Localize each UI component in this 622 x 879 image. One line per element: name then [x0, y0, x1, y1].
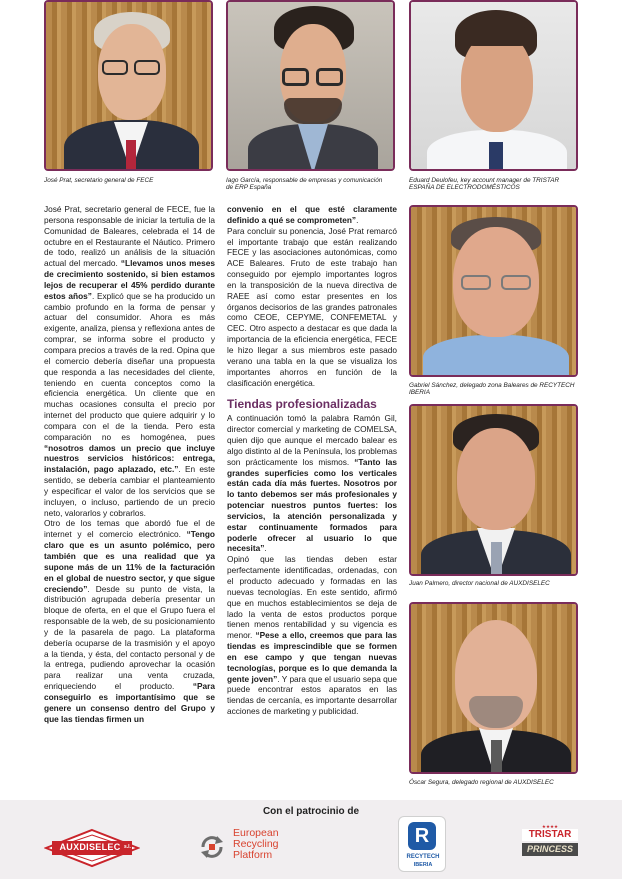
- erp-line-1: European: [233, 827, 279, 839]
- caption-oscar-segura: Óscar Segura, delegado regional de AUXDISELEC: [409, 779, 554, 786]
- sponsor-title: Con el patrocinio de: [262, 806, 360, 817]
- photo-iago-garcia: [226, 0, 395, 171]
- paragraph-text: Otro de los temas que abordó fue el de internet y el comercio electrónico.: [44, 518, 215, 540]
- quote: “Tanto las grandes superficies como los verticales están cada día más fuertes. Nosotros por lo tanto debemos ser más profesionales y potenciar nuestros puntos fuertes: los servicios, la atención personalizada y estar continuamente formados para poderle ofrecer al usuario lo que necesita”: [227, 456, 398, 554]
- caption-juan-palmero: Juan Palmero, director nacional de AUXDISELEC: [409, 580, 550, 587]
- paragraph-text: Opinó que las tiendas deben estar perfectamente identificadas, ordenadas, con el producto adecuado y formadas en las nuevas tecnologías. En este sentido, afirmó que en muchos establecimientos se deja de lado la venta de estos productos porque tienen menos rentabilidad y su vigencia es menor.: [227, 554, 397, 641]
- recytech-sub: IBERIA: [413, 862, 433, 868]
- auxdiselec-logo: [44, 828, 140, 868]
- paragraph-text: . Y para que el usuario sepa que puede encontrar estos aparatos en las tiendas de cercanía, es importante desarrollar acciones de marketing y publicidad.: [227, 673, 397, 717]
- paragraph-text: José Prat, secretario general de FECE, fue la persona responsable de iniciar la tertulia de la Comunidad de Baleares, celebrada el 14 de octubre en el Restaurante el Náutico. Primero de todo, realizó un análisis de la situación actual del mercado.: [44, 204, 215, 269]
- tristar-stars: ★★★★: [541, 824, 559, 829]
- paragraph-text: . En este sentido, se debería cambiar el planteamiento y especificar el valor de los servicios que se incluyen, o incluso, partiendo de un precio neto, valorarlos y cobrarlos.: [44, 464, 215, 518]
- photo-oscar-segura: [409, 602, 578, 774]
- photo-gabriel-sanchez: [409, 205, 578, 377]
- auxdiselec-name: AUXDISELEC: [59, 842, 121, 852]
- paragraph: [227, 204, 397, 226]
- photo-jose-prat: [44, 0, 213, 171]
- erp-line-2: Recycling: [233, 838, 279, 850]
- photo-juan-palmero: [409, 404, 578, 576]
- paragraph: [44, 204, 215, 518]
- paragraph-text: .: [264, 543, 267, 554]
- paragraph: [44, 518, 215, 724]
- paragraph: Para concluir su ponencia, José Prat remarcó el importante trabajo que están realizando FECE y las asociaciones autonómicas, como ACE Baleares. Fruto de este trabajo han conseguido por ejemplo importantes logros en la transposición de la nueva directiva de RAEE así como estar presentes en los órganos decisorios de las grandes patronales como CEOE, CEPYME, CONFEMETAL y CEC. Otro aspecto a destacar es que dada la importancia de la eficiencia energética, FECE le hizo llegar a sus miembros este pasado verano una tabla en la que se visualiza los importantes ahorros en función de la clasificación energética.: [227, 225, 397, 388]
- paragraph-text: A continuación tomó la palabra Ramón Gil, director comercial y marketing de COMELSA, quien dijo que aunque el mercado balear es algo distinto al de la Península, los problemas son prácticamente los mismos.: [227, 413, 397, 467]
- quote: “Llevamos unos meses de crecimiento sostenido, si bien estamos lejos de recuperar el 45% perdido durante estos años”: [44, 258, 215, 301]
- princess-wordmark: PRINCESS: [522, 843, 578, 856]
- sponsor-footer: [0, 800, 622, 879]
- recycling-arrows-icon: [197, 832, 227, 862]
- paragraph-text: . Explicó que se ha producido un cambio profundo en la forma de pensar y actuar del consumidor. Ahora es más exigente, analiza, piensa y reflexiona antes de comprar, se informa sobre el producto y compara precios a través de la red. Opina que el comercio debería diseñar una propuesta que responda a las necesidades del cliente, teniendo en cuenta conceptos como la eficiencia energética. Un cliente que en muchas ocasiones consulta el precio por internet del producto que quiere adquirir y lo compara con el de la tienda. Pero esta comparación no es homogénea, pues: [44, 290, 215, 442]
- quote: “Para conseguirlo es importantísimo que se genere un consenso dentro del Grupo y que las tiendas firmen un: [44, 681, 215, 724]
- article-column-1: [44, 204, 215, 725]
- paragraph: [227, 413, 397, 554]
- caption-jose-prat: José Prat, secretario general de FECE: [44, 177, 154, 184]
- auxdiselec-suffix: s.l.: [124, 844, 131, 850]
- article-column-2: [227, 204, 397, 717]
- photo-eduard-deulofeu: [409, 0, 578, 171]
- caption-gabriel-sanchez: Gabriel Sánchez, delegado zona Baleares de RECYTECH IBERIA: [409, 382, 575, 397]
- recytech-logo: [398, 816, 446, 872]
- quote: “Pese a ello, creemos que para las tiendas es imprescindible que se formen en ese campo y que tengan nuevas tecnologías, porque es lo que demanda la gente joven”: [227, 630, 397, 684]
- paragraph-text: . Desde su punto de vista, la distribución agrupada debería presentar un bloque de oferta, en el que el Grupo fuera el responsable de la web, de su posicionamiento y de la pasarela de pago. La plataforma debería ocuparse de la trasmisión y el apoyo a la tienda, y ésta, del contacto personal y de la entrega, pudiendo aprovechar la ocasión para realizar una venta cruzada, enriqueciendo el producto.: [44, 583, 215, 692]
- recytech-name: RECYTECH: [406, 854, 440, 860]
- section-heading: Tiendas profesionalizadas: [227, 397, 377, 412]
- paragraph: [227, 554, 397, 717]
- tristar-princess-logo: [522, 824, 578, 860]
- quote: “Tengo claro que es un asunto polémico, pero también que es una realidad que ya supone más de un 11% de la facturación en el global de nuestro sector, y que sigue creciendo”: [44, 529, 215, 594]
- erp-line-3: Platform: [233, 849, 273, 861]
- recytech-r-icon: R: [408, 822, 436, 850]
- erp-logo: [197, 824, 317, 870]
- quote: convenio en el que esté claramente definido a qué se comprometen”: [227, 204, 397, 225]
- paragraph-text: .: [356, 214, 359, 225]
- caption-eduard-deulofeu: Eduard Deulofeu, key account manager de TRISTAR ESPAÑA DE ELECTRODOMÉSTICOS: [409, 177, 560, 192]
- quote: “nosotros damos un precio que incluye nuestros servicios históricos: entrega, instalación, pago aplazado, etc.”: [44, 442, 215, 475]
- caption-iago-garcia: Iago García, responsable de empresas y comunicación de ERP España: [226, 177, 383, 192]
- tristar-wordmark: TRISTAR: [522, 829, 578, 841]
